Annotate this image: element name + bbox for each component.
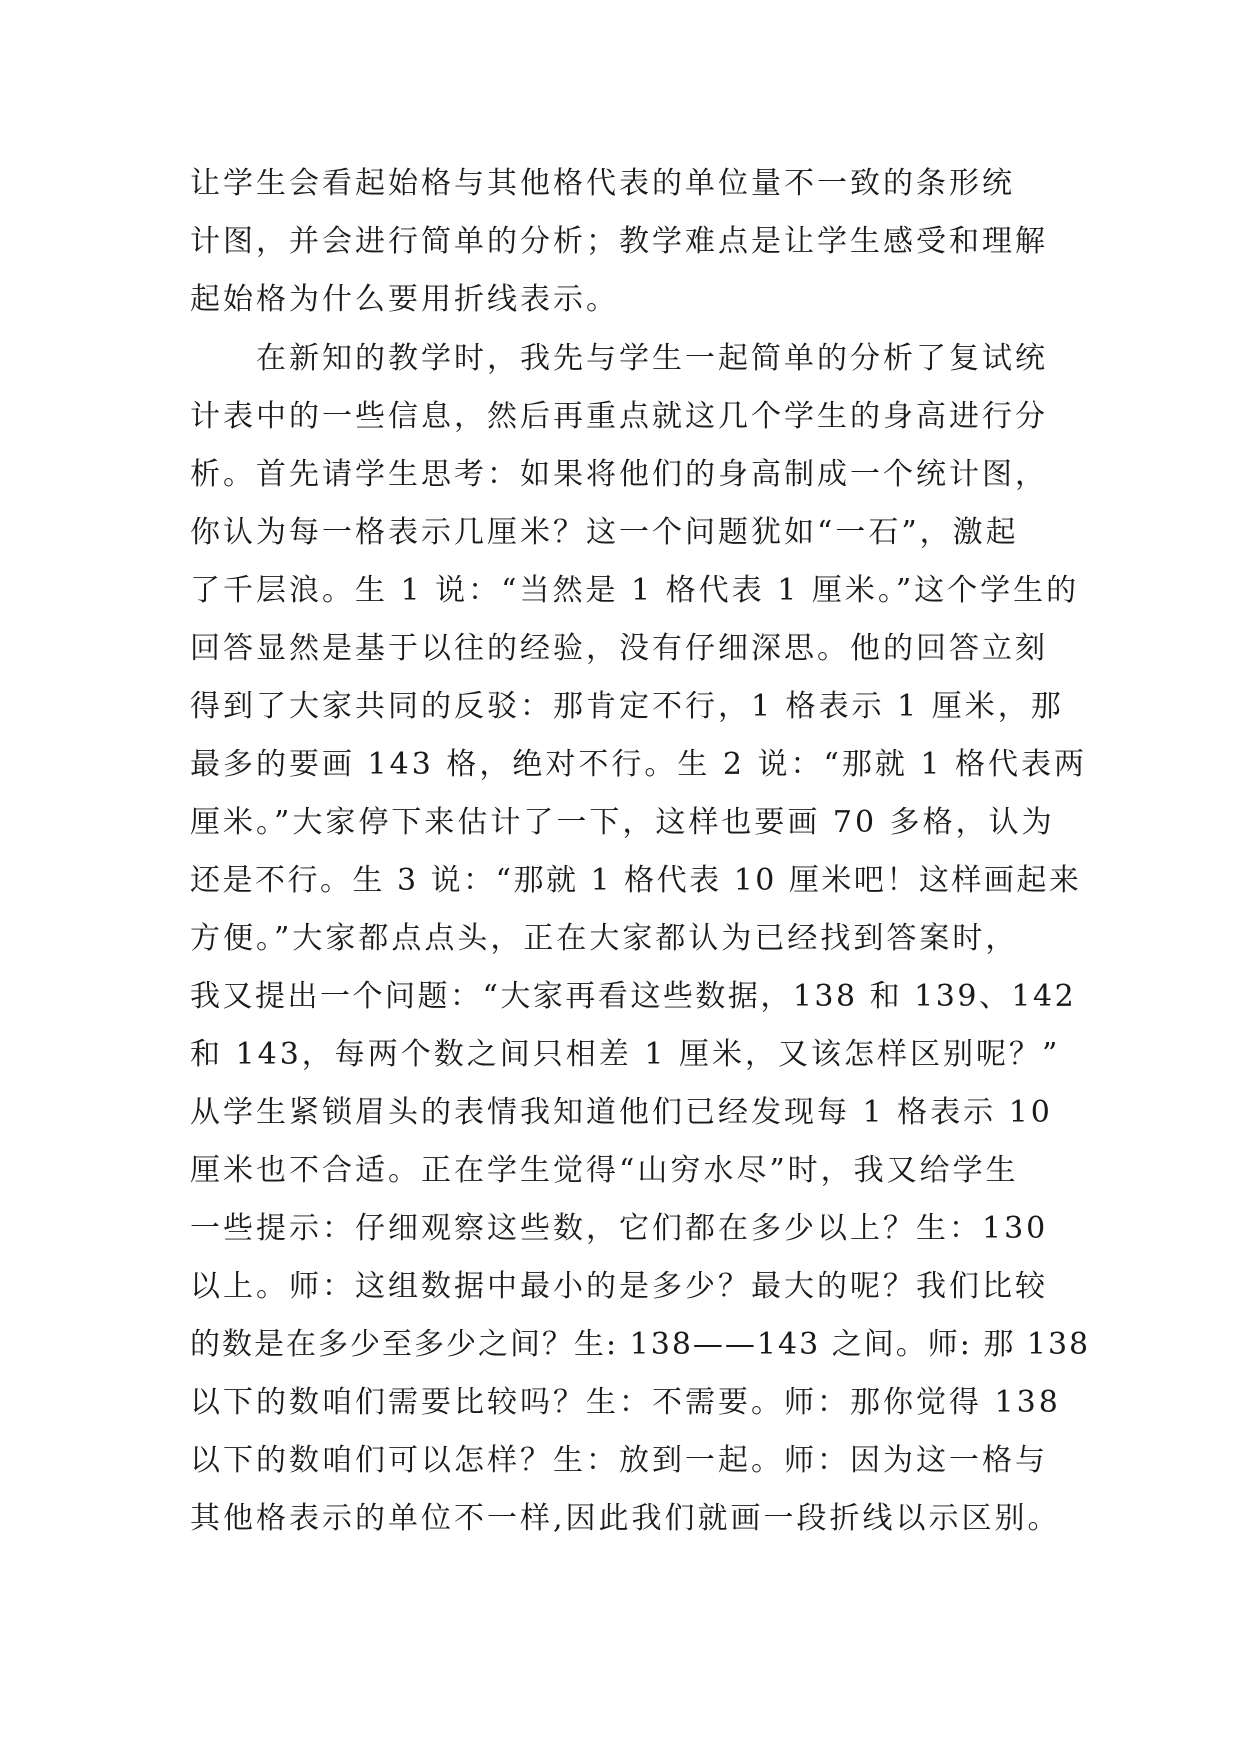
text-line-23: 以下的数咱们可以怎样？生：放到一起。师：因为这一格与 xyxy=(190,1443,1048,1478)
text-line-14: 方便。”大家都点点头，正在大家都认为已经找到答案时， xyxy=(190,921,1019,956)
text-line-3: 起始格为什么要用折线表示。 xyxy=(190,282,619,317)
text-line-4: 在新知的教学时，我先与学生一起简单的分析了复试统 xyxy=(256,341,1048,376)
text-line-9: 回答显然是基于以往的经验，没有仔细深思。他的回答立刻 xyxy=(190,631,1048,666)
text-line-2: 计图，并会进行简单的分析；教学难点是让学生感受和理解 xyxy=(190,224,1048,259)
text-line-8: 了千层浪。生 1 说：“当然是 1 格代表 1 厘米。”这个学生的 xyxy=(190,573,1080,608)
text-line-13: 还是不行。生 3 说：“那就 1 格代表 10 厘米吧！这样画起来 xyxy=(190,863,1082,898)
text-line-12: 厘米。”大家停下来估计了一下，这样也要画 70 多格，认为 xyxy=(190,805,1055,840)
text-line-21: 的数是在多少至多少之间？生: 138——143 之间。师: 那 138 xyxy=(190,1327,1091,1362)
text-line-17: 从学生紧锁眉头的表情我知道他们已经发现每 1 格表示 10 xyxy=(190,1095,1053,1130)
text-line-5: 计表中的一些信息，然后再重点就这几个学生的身高进行分 xyxy=(190,399,1048,434)
text-line-16: 和 143，每两个数之间只相差 1 厘米，又该怎样区别呢？” xyxy=(190,1037,1061,1072)
text-line-7: 你认为每一格表示几厘米？这一个问题犹如“一石”，激起 xyxy=(190,515,1019,550)
text-line-22: 以下的数咱们需要比较吗？生：不需要。师：那你觉得 138 xyxy=(190,1385,1061,1420)
text-line-19: 一些提示：仔细观察这些数，它们都在多少以上？生：130 xyxy=(190,1211,1049,1246)
text-line-6: 析。首先请学生思考：如果将他们的身高制成一个统计图， xyxy=(190,457,1048,492)
text-line-11: 最多的要画 143 格，绝对不行。生 2 说：“那就 1 格代表两 xyxy=(190,747,1087,782)
text-line-18: 厘米也不合适。正在学生觉得“山穷水尽”时，我又给学生 xyxy=(190,1153,1019,1188)
text-line-24: 其他格表示的单位不一样,因此我们就画一段折线以示区别。 xyxy=(190,1501,1061,1536)
text-line-15: 我又提出一个问题：“大家再看这些数据，138 和 139、142 xyxy=(190,979,1077,1014)
text-line-1: 让学生会看起始格与其他格代表的单位量不一致的条形统 xyxy=(190,166,1015,201)
text-line-10: 得到了大家共同的反驳：那肯定不行，1 格表示 1 厘米，那 xyxy=(190,689,1064,724)
text-line-20: 以上。师：这组数据中最小的是多少？最大的呢？我们比较 xyxy=(190,1269,1048,1304)
